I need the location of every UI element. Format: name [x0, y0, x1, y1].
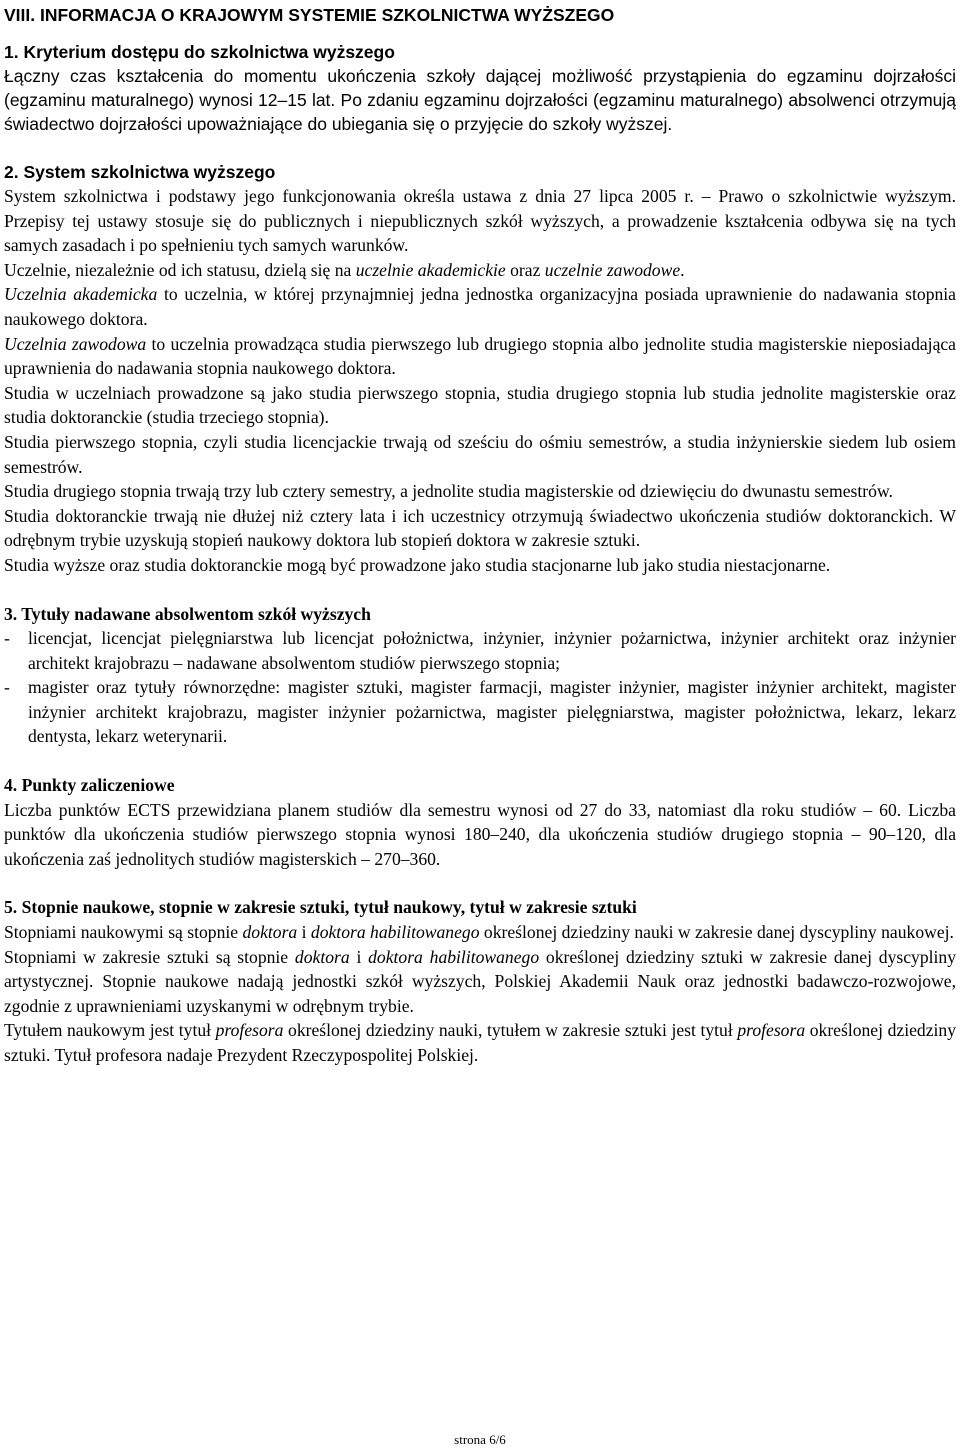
section-2-paragraph-2: Uczelnie, niezależnie od ich statusu, dzielą się na uczelnie akademickie oraz uczelnie zawodowe. [4, 259, 685, 280]
section-4-paragraph: Liczba punktów ECTS przewidziana planem studiów dla semestru wynosi od 27 do 33, natomiast dla roku studiów – 60. Liczba punktów dla ukończenia studiów pierwszego stopnia wynosi 180–240, dla ukończenia studiów drugiego stopnia – 90–120, dla ukończenia zaś jednolitych studiów magisterskich – 270–360. [4, 799, 956, 869]
list-item-text: licencjat, licencjat pielęgniarstwa lub licencjat położnictwa, inżynier, inżynier pożarnictwa, inżynier architekt oraz inżynier architekt krajobrazu – nadawane absolwentom studiów pierwszego stopnia; [28, 628, 956, 673]
section-1-heading: 1. Kryterium dostępu do szkolnictwa wyższego [4, 42, 395, 62]
section-2-paragraph-4: Uczelnia zawodowa to uczelnia prowadząca studia pierwszego lub drugiego stopnia albo jednolite studia magisterskie nieposiadająca uprawnienia do nadawania stopnia naukowego doktora. [4, 333, 956, 379]
section-2-heading: 2. System szkolnictwa wyższego [4, 162, 276, 182]
list-dash: - [4, 677, 10, 698]
section-5-heading: 5. Stopnie naukowe, stopnie w zakresie sztuki, tytuł naukowy, tytuł w zakresie sztuki [4, 897, 637, 918]
section-5-paragraph-1: Stopniami naukowymi są stopnie doktora i doktora habilitowanego określonej dziedziny nauki w zakresie danej dyscypliny naukowej. [4, 922, 954, 943]
section-2-paragraph-6: Studia pierwszego stopnia, czyli studia licencjackie trwają od sześciu do ośmiu semestrów, a studia inżynierskie siedem lub osiem semestrów. [4, 431, 956, 477]
spacer [4, 578, 956, 602]
spacer [4, 136, 956, 160]
list-item [4, 626, 956, 675]
section-4-heading: 4. Punkty zaliczeniowe [4, 775, 175, 796]
section-1-paragraph: Łączny czas kształcenia do momentu ukończenia szkoły dającej możliwość przystąpienia do egzaminu dojrzałości (egzaminu maturalnego) wynosi 12–15 lat. Po zdaniu egzaminu dojrzałości (egzaminu maturalnego) absolwenci otrzymują świadectwo dojrzałości upoważniające do ubiegania się o przyjęcie do szkoły wyższej. [4, 66, 956, 134]
page-title: VIII. INFORMACJA O KRAJOWYM SYSTEMIE SZKOLNICTWA WYŻSZEGO [4, 5, 615, 25]
section-2-paragraph-5: Studia w uczelniach prowadzone są jako studia pierwszego stopnia, studia drugiego stopnia lub studia jednolite magisterskie oraz studia doktoranckie (studia trzeciego stopnia). [4, 382, 956, 428]
spacer [4, 749, 956, 773]
list-item-text: magister oraz tytuły równorzędne: magister sztuki, magister farmacji, magister inżynier, magister inżynier architekt, magister inżynier architekt krajobrazu, magister inżynier pożarnictwa, magister pielęgniarstwa, magister położnictwa, lekarz, lekarz dentysta, lekarz weterynarii. [28, 677, 956, 747]
list-item [4, 675, 956, 749]
section-3-heading: 3. Tytuły nadawane absolwentom szkół wyższych [4, 603, 371, 624]
spacer [4, 871, 956, 895]
section-2-paragraph-8: Studia doktoranckie trwają nie dłużej niż cztery lata i ich uczestnicy otrzymują świadectwo ukończenia studiów doktoranckich. W odrębnym trybie uzyskują stopień naukowy doktora lub stopień doktora w zakresie sztuki. [4, 505, 956, 551]
section-5-paragraph-3: Tytułem naukowym jest tytuł profesora określonej dziedziny nauki, tytułem w zakresie sztuki jest tytuł profesora określonej dziedziny sztuki. Tytuł profesora nadaje Prezydent Rzeczypospolitej Polskiej. [4, 1020, 956, 1065]
section-2-paragraph-1: System szkolnictwa i podstawy jego funkcjonowania określa ustawa z dnia 27 lipca 2005 r. – Prawo o szkolnictwie wyższym. Przepisy tej ustawy stosuje się do publicznych i niepublicznych szkół wyższych, a prowadzenie kształcenia odbywa się na tych samych zasadach i po spełnieniu tych samych warunków. [4, 186, 956, 256]
section-5-paragraph-2: Stopniami w zakresie sztuki są stopnie doktora i doktora habilitowanego określonej dziedziny sztuki w zakresie danej dyscypliny artystycznej. Stopnie naukowe nadają jednostki szkół wyższych, Polskiej Akademii Nauk oraz jednostki badawczo-rozwojowe, zgodnie z uprawnieniami uzyskanymi w odrębnym trybie. [4, 946, 957, 1016]
section-2-paragraph-7: Studia drugiego stopnia trwają trzy lub cztery semestry, a jednolite studia magisterskie od dziewięciu do dwunastu semestrów. [4, 481, 893, 502]
section-2-paragraph-9: Studia wyższe oraz studia doktoranckie mogą być prowadzone jako studia stacjonarne lub jako studia niestacjonarne. [4, 554, 831, 575]
document-page [4, 0, 956, 1068]
list-dash: - [4, 628, 10, 649]
page-number: strona 6/6 [454, 1432, 506, 1447]
section-2-paragraph-3: Uczelnia akademicka to uczelnia, w której przynajmniej jedna jednostka organizacyjna posiada uprawnienie do nadawania stopnia naukowego doktora. [4, 284, 956, 329]
